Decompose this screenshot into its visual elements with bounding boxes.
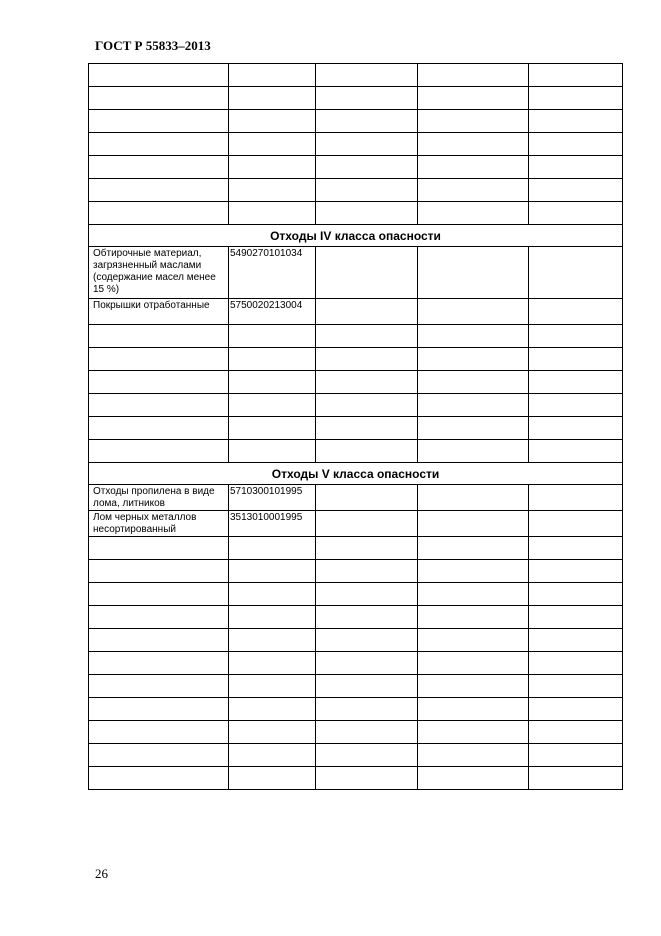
table-row (89, 744, 623, 767)
table-row (89, 247, 623, 299)
table-row (89, 299, 623, 325)
waste-code-cell: 5490270101034 (229, 247, 316, 299)
table-row (89, 348, 623, 371)
waste-name-cell: Обтирочные материал, загрязненный маслами (содержание масел менее 15 %) (89, 247, 229, 299)
waste-name-cell: Отходы пропилена в виде лома, литников (89, 485, 229, 511)
table-row (89, 325, 623, 348)
table-row (89, 371, 623, 394)
section-header-row (89, 225, 623, 247)
table-row (89, 440, 623, 463)
table-row (89, 537, 623, 560)
document-header: ГОСТ Р 55833–2013 (95, 38, 211, 53)
table-row (89, 767, 623, 790)
waste-code-cell: 5710300101995 (229, 485, 316, 511)
section-header-row (89, 463, 623, 485)
table-row (89, 698, 623, 721)
table-row (89, 179, 623, 202)
table-row (89, 675, 623, 698)
waste-name-cell: Лом черных металлов несортированный (89, 511, 229, 537)
table-row (89, 721, 623, 744)
table-row (89, 417, 623, 440)
table-row (89, 511, 623, 537)
table-row (89, 652, 623, 675)
table-row (89, 133, 623, 156)
table-row (89, 629, 623, 652)
table-row (89, 110, 623, 133)
table-row (89, 560, 623, 583)
table-row (89, 583, 623, 606)
waste-name-cell: Покрышки отработанные (89, 299, 229, 325)
table-row (89, 156, 623, 179)
section-title-class-5: Отходы V класса опасности (89, 463, 623, 485)
table-row (89, 202, 623, 225)
table-row (89, 606, 623, 629)
table-row (89, 394, 623, 417)
section-title-class-4: Отходы IV класса опасности (89, 225, 623, 247)
table-row (89, 485, 623, 511)
table-row (89, 64, 623, 87)
table-row (89, 87, 623, 110)
waste-code-cell: 5750020213004 (229, 299, 316, 325)
waste-table (88, 63, 623, 790)
waste-code-cell: 3513010001995 (229, 511, 316, 537)
page-number: 26 (95, 866, 108, 881)
